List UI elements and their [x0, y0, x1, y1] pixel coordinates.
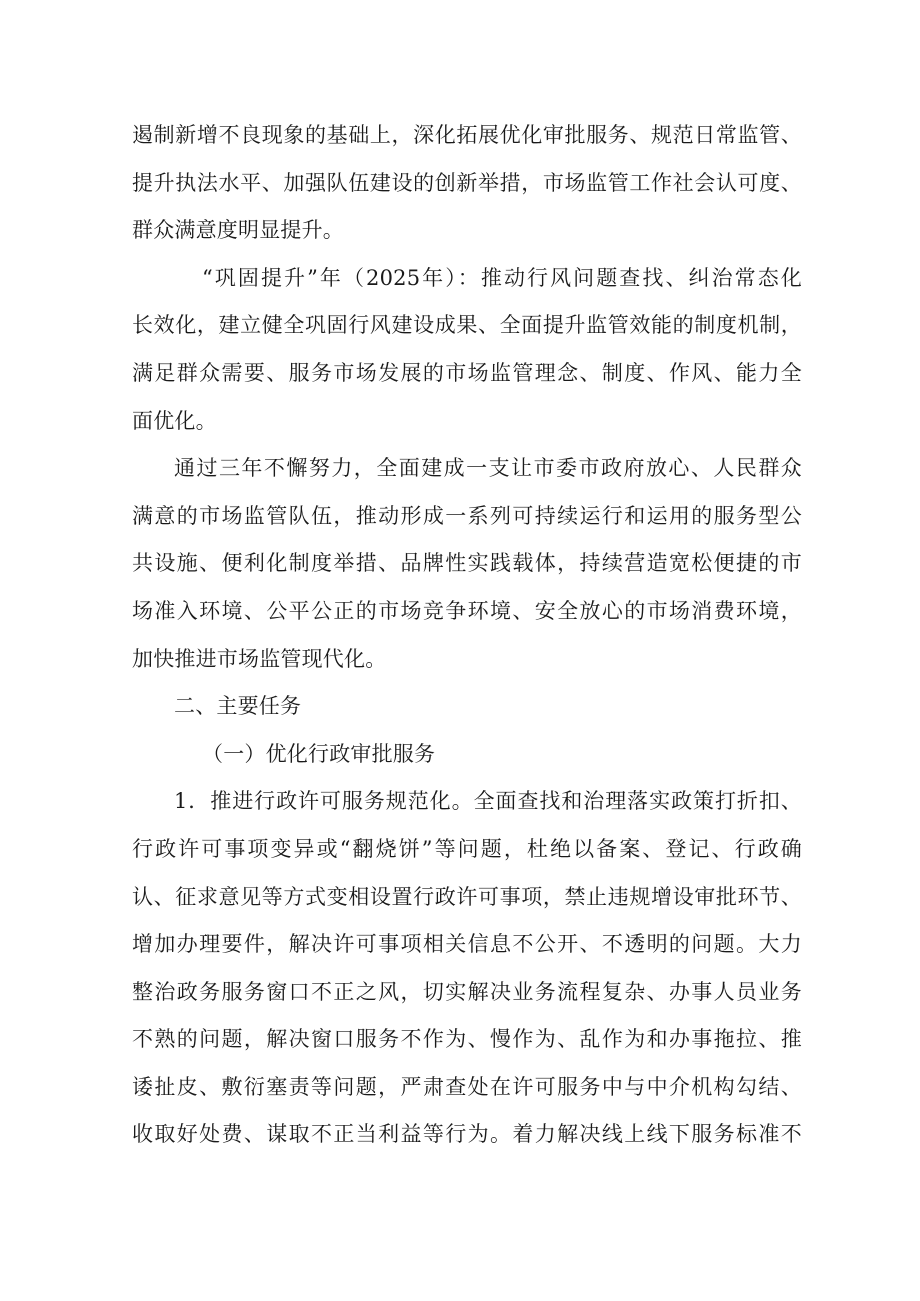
text-line: 加快推进市场监管现代化。: [132, 646, 387, 671]
text-line: 共设施、便利化制度举措、品牌性实践载体，持续营造宽松便捷的市: [132, 551, 802, 576]
subsection-heading: （一）优化行政审批服务: [202, 741, 436, 766]
text-line: 场准入环境、公平公正的市场竞争环境、安全放心的市场消费环境，: [132, 598, 802, 623]
text-line: 不熟的问题，解决窗口服务不作为、慢作为、乱作为和办事拖拉、推: [132, 1027, 802, 1052]
text-line: 行政许可事项变异或“翻烧饼”等问题，杜绝以备案、登记、行政确: [132, 836, 802, 861]
subsection-heading-approval-service: [132, 731, 802, 779]
text-line: 增加办理要件，解决许可事项相关信息不公开、不透明的问题。大力: [132, 932, 802, 957]
paragraph-continuation: [132, 112, 802, 255]
text-line: 满足群众需要、服务市场发展的市场监管理念、制度、作风、能力全: [132, 360, 802, 385]
section-heading-main-tasks: [132, 683, 802, 731]
text-line: 长效化，建立健全巩固行风建设成果、全面提升监管效能的制度机制，: [132, 313, 802, 338]
text-line: 遏制新增不良现象的基础上，深化拓展优化审批服务、规范日常监管、: [132, 123, 802, 147]
section-heading: 二、主要任务: [174, 694, 302, 719]
paragraph-consolidation-year: [132, 255, 802, 445]
document-body: [132, 112, 802, 1159]
text-line: 认、征求意见等方式变相设置行政许可事项，禁止违规增设审批环节、: [132, 884, 802, 909]
text-line: 1．推进行政许可服务规范化。全面查找和治理落实政策打折扣、: [174, 789, 802, 814]
paragraph-three-years-goal: [132, 445, 802, 683]
text-line: “巩固提升”年（2025年）：推动行风问题查找、纠治常态化: [202, 265, 802, 290]
text-line: 满意的市场监管队伍，推动形成一系列可持续运行和运用的服务型公: [132, 503, 802, 528]
text-line: 诿扯皮、敷衍塞责等问题，严肃查处在许可服务中与中介机构勾结、: [132, 1074, 802, 1099]
text-line: 面优化。: [132, 408, 217, 433]
text-line: 收取好处费、谋取不正当利益等行为。着力解决线上线下服务标准不: [132, 1122, 802, 1147]
text-line: 提升执法水平、加强队伍建设的创新举措，市场监管工作社会认可度、: [132, 170, 802, 195]
text-line: 群众满意度明显提升。: [132, 218, 344, 243]
paragraph-licensing-standardization: [132, 778, 802, 1159]
text-line: 整治政务服务窗口不正之风，切实解决业务流程复杂、办事人员业务: [132, 979, 802, 1004]
text-line: 通过三年不懈努力，全面建成一支让市委市政府放心、人民群众: [174, 456, 802, 481]
